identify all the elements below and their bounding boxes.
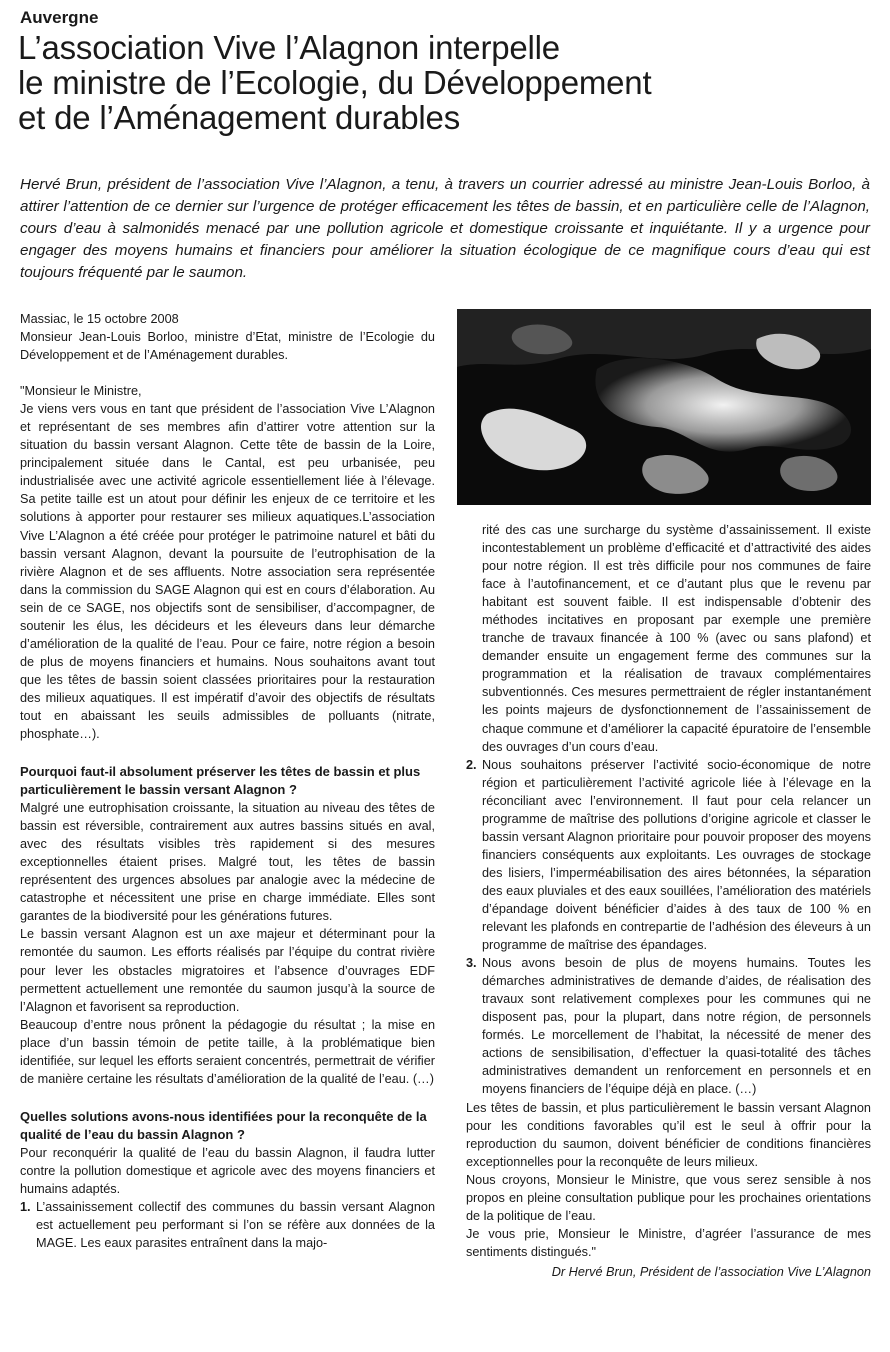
list-item (20, 1198, 435, 1252)
paragraph: Les têtes de bassin, et plus particulièrement le bassin versant Alagnon pour les conditions favorables qu’il est le seul à offrir pour la reproduction du saumon, doivent bénéficier de conditions financières exceptionnelles pour la reconquête de leurs milieux. (466, 1100, 871, 1169)
list-item-text: Nous souhaitons préserver l’activité socio-économique de notre région et particulièrement l’activité agricole liée à l’élevage en la réconciliant avec l’environnement. Il faut pour cela relancer un programme de maîtrise des pollutions d’origine agricole et classer le bassin versant Alagnon prioritaire pour pouvoir proposer des moyens financiers conséquents aux exploitants. Les ouvrages de stockage des lisiers, l’imperméabilisation des aires bétonnées, la séparation des eaux pluviales et des eaux souillées, l’amélioration des matériels d’épandage doivent bénéficier d’aides à des taux de 100 % en relevant les plafonds en contrepartie de l’adhésion des éleveurs à un programme de maîtrise des épandages. (482, 757, 871, 953)
list-item (466, 521, 871, 756)
solutions-list-continued (466, 521, 871, 1099)
list-item-text: Nous avons besoin de plus de moyens humains. Toutes les démarches administratives de demande d’aides, de réalisation des travaux sont relativement complexes pour les communes qui ne disposent pas, pour la plupart, dans notre région, de personnels formés. Le morcellement de l’habitat, la nécessité de mener des actions de sensibilisation, d’effectuer la quasi-totalité des tâches administratives demandent un renforcement en personnels et en moyens financiers de l’équipe déjà en place. (…) (482, 956, 871, 1097)
list-number: 3. (466, 956, 477, 971)
section-heading-solutions: Quelles solutions avons-nous identifiées pour la reconquête de la qualité de l’eau du bassin Alagnon ? (20, 1108, 427, 1142)
right-column (466, 521, 871, 1281)
solutions-list (20, 1198, 435, 1252)
paragraph: Pour reconquérir la qualité de l’eau du bassin Alagnon, il faudra lutter contre la pollution domestique et agricole avec des moyens financiers et humains adaptés. (20, 1145, 435, 1196)
list-item-text: L’assainissement collectif des communes du bassin versant Alagnon est actuellement peu performant si l’on se réfère aux données de la MAGE. Les eaux parasites entraînent dans la majo- (36, 1199, 435, 1251)
paragraph: Le bassin versant Alagnon est un axe majeur et déterminant pour la remontée du saumon. Les efforts réalisés par l’équipe du contrat rivière pour lever les obstacles migratoires et l’absence d’ouvrages EDF permettent actuellement une remontée du saumon jusqu’à la source de l’Alagnon et favorisent sa reproduction. (20, 927, 435, 1014)
list-item-text: rité des cas une surcharge du système d’assainissement. Il existe incontestablement un problème d’efficacité et d’attractivité des aides pour notre région. Il est très difficile pour nos communes de faire face à l’autofinancement, et ce d’autant plus que le revenu par habitant est souvent faible. Il est indispensable d’obtenir des méthodes incitatives en proposant par exemple une première tranche de travaux financée à 100 % (avec ou sans plafond) et demander ensuite un engagement ferme des communes sur la programmation et la réalisation de travaux complémentaires subventionnés. Ces mesures permettraient de régler instantanément les points majeurs de dysfonctionnement de l’assainissement de chaque commune et d’améliorer la capacité épuratoire de l’ensemble des ouvrages d’un cours d’eau. (482, 523, 871, 754)
list-item (466, 756, 871, 955)
intro-paragraph: Je viens vers vous en tant que président de l’association Vive L’Alagnon et représentant de ses membres afin d’attirer votre attention sur la situation du bassin versant Alagnon. Cette tête de bassin de la Loire, principalement située dans le Cantal, est peu urbanisée, peu industrialisée avec une activité agricole essentiellement liée à l’élevage. Sa petite taille est un atout pour définir les enjeux de ce territoire et les solutions à apporter pour restaurer ses milieux aquatiques.L’association Vive L’Alagnon a été créée pour protéger le patrimoine naturel et bâti du bassin versant Alagnon, devant la poursuite de l’eutrophisation de la rivière Alagnon et de ses affluents. Notre association sera représentée dans la commission du SAGE Alagnon qui est en cours d’élaboration. Au sein de ce SAGE, nos objectifs sont de sensibiliser, d’accompagner, de soutenir les élus, les décideurs et les éleveurs dans leur démarche d’amélioration de la qualité de l’eau. Pour ce faire, notre région a besoin de plus de moyens financiers et humains. Nous souhaitons avant tout que les têtes de bassin soient classées prioritaires pour la restauration des milieux aquatiques. Il est impératif d’avoir des objectifs de résultats tout en abaissant les seuils admissibles de polluants (nitrate, phosphate…). (20, 402, 435, 742)
headline-line: L’association Vive l’Alagnon interpelle (18, 29, 560, 66)
section-kicker: Auvergne (20, 8, 99, 27)
river-photo (457, 309, 871, 505)
headline (18, 30, 878, 135)
list-item (466, 954, 871, 1098)
dateline: Massiac, le 15 octobre 2008 (20, 312, 179, 326)
headline-line: le ministre de l’Ecologie, du Développement (18, 64, 652, 101)
signature: Dr Hervé Brun, Président de l’association Vive L’Alagnon (551, 1264, 871, 1279)
paragraph: Nous croyons, Monsieur le Ministre, que vous serez sensible à nos propos en pleine consultation publique pour les prochaines orientations de la politique de l’eau. (466, 1172, 871, 1223)
paragraph: Beaucoup d’entre nous prônent la pédagogie du résultat ; la mise en place d’un bassin témoin de petite taille, à la problématique bien identifiée, sur lequel les efforts seraient concentrés, permettrait de vérifier de manière certaine les résultats d’amélioration de la qualité de l’eau. (…) (20, 1017, 435, 1086)
recipient: Monsieur Jean-Louis Borloo, ministre d’Etat, ministre de l’Ecologie du Développement et de l’Aménagement durables. (20, 330, 435, 363)
list-number: 2. (466, 757, 477, 772)
list-number: 1. (20, 1199, 31, 1214)
paragraph: Je vous prie, Monsieur le Ministre, d’agréer l’assurance de mes sentiments distingués." (466, 1226, 871, 1259)
left-column (20, 310, 435, 1252)
salutation: "Monsieur le Ministre, (20, 384, 142, 399)
headline-line: et de l’Aménagement durables (18, 99, 461, 136)
paragraph: Malgré une eutrophisation croissante, la situation au niveau des têtes de bassin est réversible, contrairement aux autres bassins situés en aval, avec des résultats visibles très rapidement si des mesures exceptionnelles étaient prises. Malgré tout, les têtes de bassin représentent des urgences absolues par analogie avec la médecine de catastrophe et nécessitent une prise en charge immédiate. Elles sont garantes de la biodiversité pour les générations futures. (20, 801, 435, 924)
river-photo-image (457, 309, 871, 505)
section-heading-why: Pourquoi faut-il absolument préserver les têtes de bassin et plus particulièrement le bassin versant Alagnon ? (20, 764, 421, 798)
lead-paragraph: Hervé Brun, président de l’association Vive l’Alagnon, a tenu, à travers un courrier adressé au ministre Jean-Louis Borloo, à attirer l’attention de ce dernier sur l’urgence de protéger efficacement les têtes de bassin, et en particulière celle de l’Alagnon, cours d’eau à salmonidés menacé par une pollution agricole et domestique croissante et inquiétante. Il y a urgence pour engager des moyens humains et financiers pour améliorer la situation écologique de ce magnifique cours d’eau qui est toujours fréquenté par le saumon. (20, 176, 870, 281)
